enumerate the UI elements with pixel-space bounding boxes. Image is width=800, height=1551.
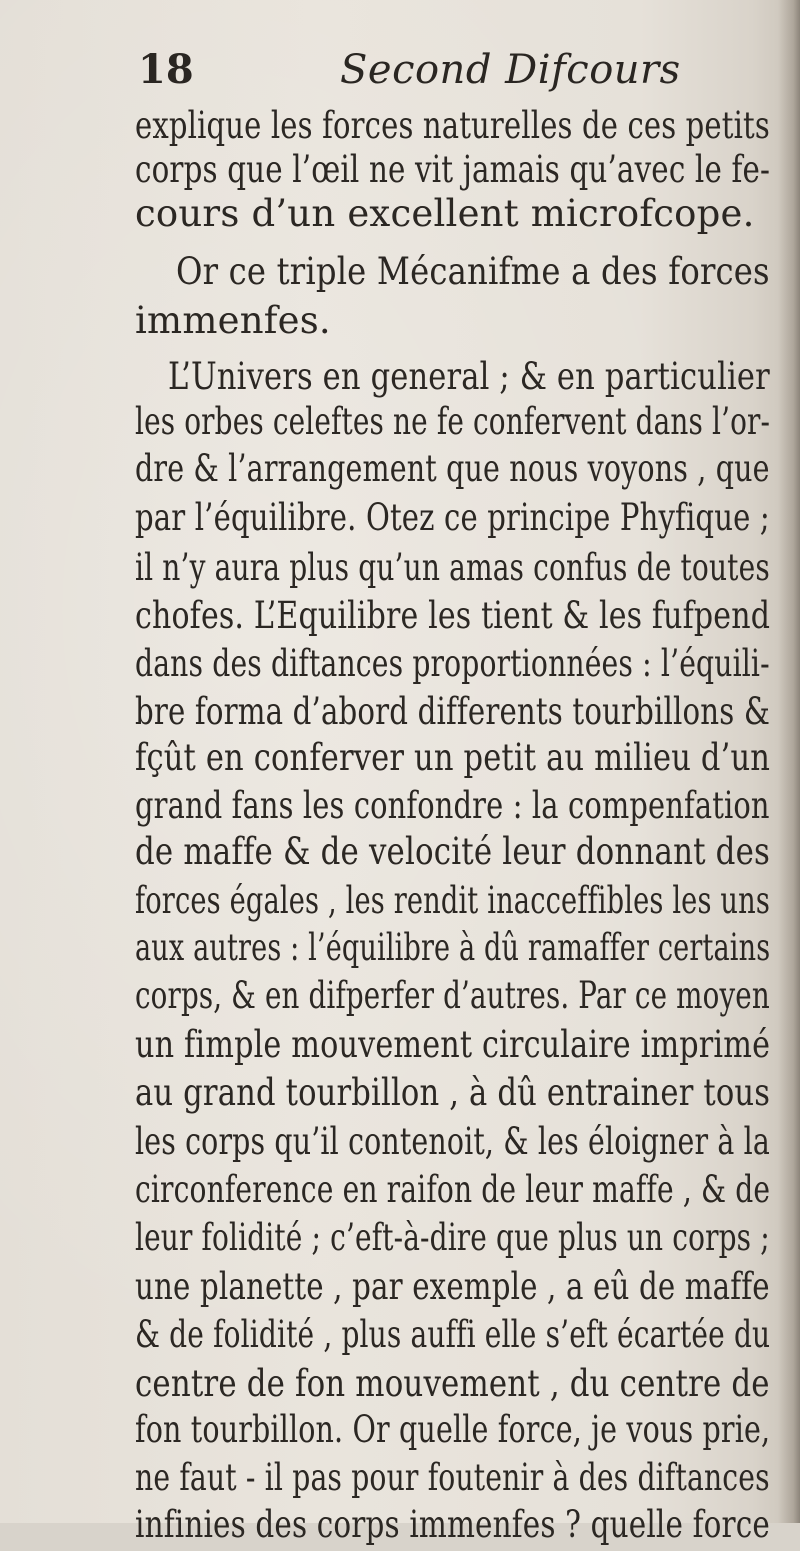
text-line: les orbes celeftes ne fe confervent dans l’or- (135, 400, 771, 443)
text-line: fon tourbillon. Or quelle force, je vous prie, (135, 1408, 771, 1451)
text-line: & de folidité , plus auffi elle s’eft écartée du (135, 1313, 771, 1356)
running-head: Second Difcours (340, 47, 681, 93)
page-edge-shadow (778, 0, 800, 1523)
text-line: au grand tourbillon , à dû entrainer tous (135, 1071, 771, 1114)
text-line: cours d’un excellent microfcope. (135, 192, 755, 235)
text-line: les corps qu’il contenoit, & les éloigner à la (135, 1120, 770, 1163)
text-line: corps, & en difperfer d’autres. Par ce moyen (135, 974, 770, 1017)
text-line: L’Univers en general ; & en particulier (168, 355, 770, 398)
text-line: immenfes. (135, 299, 331, 342)
text-line: grand fans les confondre : la compenfation (135, 784, 770, 827)
text-line: de maffe & de velocité leur donnant des (135, 830, 771, 873)
page-number: 18 (138, 46, 194, 93)
text-line: une planette , par exemple , a eû de maffe (135, 1265, 770, 1308)
text-line: corps que l’œil ne vit jamais qu’avec le fe- (135, 148, 771, 191)
text-line: par l’équilibre. Otez ce principe Phyfique ; (135, 496, 770, 539)
text-line: infinies des corps immenfes ? quelle force (135, 1503, 770, 1546)
text-line: fçût en conferver un petit au milieu d’un (135, 736, 771, 779)
text-line: dre & l’arrangement que nous voyons , que (135, 447, 770, 490)
text-line: leur folidité ; c’eft-à-dire que plus un corps ; (135, 1216, 770, 1259)
text-line: ne faut - il pas pour foutenir à des diftances (135, 1456, 770, 1499)
text-line: dans des diftances proportionnées : l’équili- (135, 642, 770, 685)
text-line: il n’y aura plus qu’un amas confus de toutes (135, 546, 770, 589)
text-line: explique les forces naturelles de ces petits (135, 104, 770, 147)
page-header (0, 42, 800, 98)
text-line: aux autres : l’équilibre à dû ramaffer certains (135, 926, 771, 969)
text-line: chofes. L’Equilibre les tient & les fufpend (135, 594, 771, 637)
text-line: centre de fon mouvement , du centre de (135, 1362, 770, 1405)
text-line: circonference en raifon de leur maffe , & de (135, 1168, 771, 1211)
text-line: un fimple mouvement circulaire imprimé (135, 1023, 771, 1066)
text-line: bre forma d’abord differents tourbillons & (135, 690, 771, 733)
text-line: forces égales , les rendit inacceffibles les uns (135, 879, 770, 922)
text-line: Or ce triple Mécanifme a des forces (176, 250, 770, 293)
